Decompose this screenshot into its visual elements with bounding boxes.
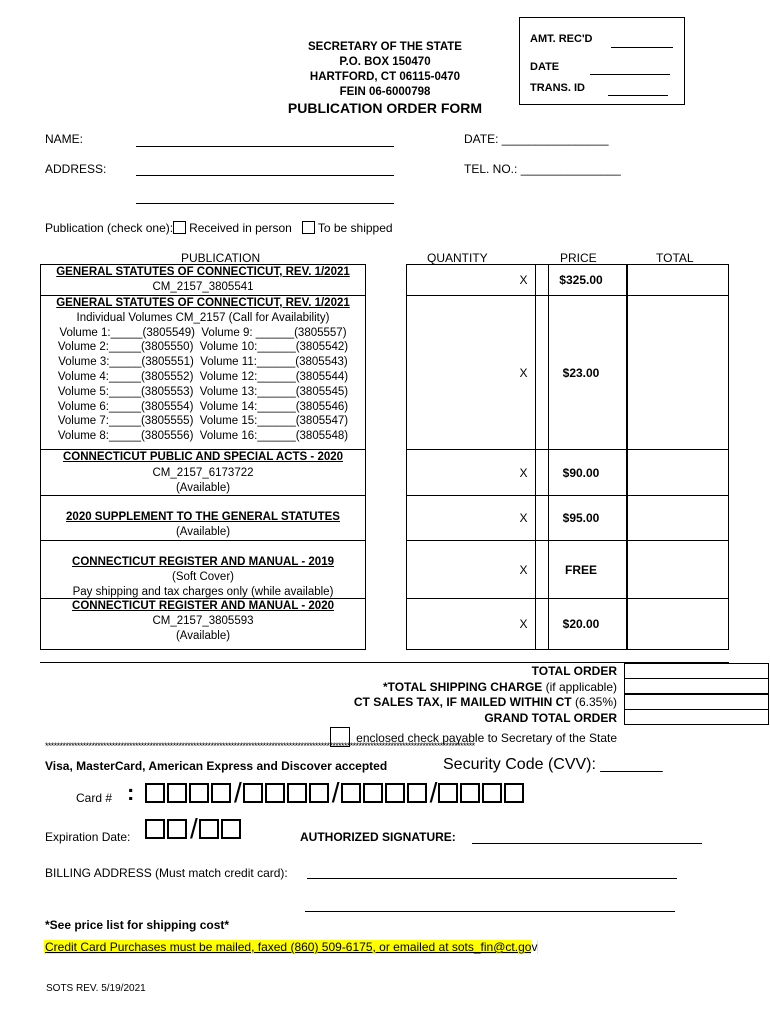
volume-right: Volume 16:______(3805548) bbox=[199, 430, 349, 443]
times-mark: X bbox=[519, 365, 528, 380]
times-mark: X bbox=[519, 465, 528, 480]
cards-accepted: Visa, MasterCard, American Express and Discover accepted bbox=[45, 759, 388, 773]
item-price: $325.00 bbox=[535, 264, 627, 296]
times-mark: X bbox=[519, 562, 528, 577]
item-cover: (Soft Cover) bbox=[172, 570, 234, 583]
table-row bbox=[40, 598, 366, 650]
volume-left: Volume 4:_____(3805552) bbox=[57, 370, 194, 383]
volume-left: Volume 2:_____(3805550) bbox=[57, 341, 194, 354]
date-label: DATE: bbox=[464, 132, 502, 146]
date-blank: ________________ bbox=[501, 132, 609, 146]
item-title: 2020 SUPPLEMENT TO THE GENERAL STATUTES bbox=[66, 511, 340, 523]
signature-field[interactable] bbox=[472, 843, 702, 844]
item-total-field[interactable] bbox=[627, 264, 729, 296]
header-block bbox=[270, 40, 500, 116]
item-price: $20.00 bbox=[535, 598, 627, 650]
col-total: TOTAL bbox=[656, 251, 694, 265]
volume-left: Volume 7:_____(3805555) bbox=[57, 415, 194, 428]
shipping-cost-note: *See price list for shipping cost* bbox=[45, 918, 230, 932]
tel-blank: _______________ bbox=[520, 162, 621, 176]
item-price: $90.00 bbox=[535, 449, 627, 496]
item-availability: (Available) bbox=[175, 525, 231, 538]
billing-address-line2[interactable] bbox=[305, 911, 675, 912]
volume-left: Volume 6:_____(3805554) bbox=[57, 400, 194, 413]
sales-tax-field[interactable] bbox=[624, 694, 769, 710]
form-title: PUBLICATION ORDER FORM bbox=[287, 100, 483, 116]
fein: FEIN 06-6000798 bbox=[339, 86, 431, 98]
table-row bbox=[40, 449, 366, 496]
trans-id-label: TRANS. ID bbox=[530, 82, 585, 94]
item-availability: (Available) bbox=[175, 481, 231, 494]
credit-card-instructions-tail: v bbox=[531, 940, 538, 954]
times-mark: X bbox=[519, 617, 528, 631]
volume-right: Volume 14:______(3805546) bbox=[199, 400, 349, 413]
card-number-boxes[interactable]: / / / bbox=[145, 781, 526, 805]
billing-address-line1[interactable] bbox=[307, 878, 677, 879]
received-in-person-checkbox[interactable] bbox=[173, 221, 186, 234]
tel-label: TEL. NO.: bbox=[464, 162, 521, 176]
signature-label: AUTHORIZED SIGNATURE: bbox=[300, 830, 456, 844]
separator-stars: **************************************************************************************************************************************************** bbox=[45, 741, 475, 751]
volume-right: Volume 9: ______(3805557) bbox=[201, 326, 347, 339]
cvv-field[interactable]: Security Code (CVV): _______ bbox=[443, 756, 663, 773]
office-date-label: DATE bbox=[530, 61, 560, 73]
card-number-colon: : bbox=[127, 780, 135, 805]
credit-card-instructions-text: Credit Card Purchases must be mailed, faxed (860) 509-6175, or emailed at sots_fin@ct.go bbox=[45, 940, 532, 954]
volume-left: Volume 1:_____(3805549) bbox=[59, 326, 195, 339]
name-field[interactable] bbox=[136, 146, 394, 147]
shipping-charge-bold: *TOTAL SHIPPING CHARGE bbox=[382, 680, 543, 694]
publication-choice-label: Publication (check one): bbox=[45, 221, 174, 235]
card-number-label: Card # bbox=[76, 791, 113, 805]
office-date-line bbox=[590, 74, 670, 75]
received-in-person-label: Received in person bbox=[189, 221, 292, 235]
volume-right: Volume 11:______(3805543) bbox=[200, 356, 348, 369]
volume-left: Volume 5:_____(3805553) bbox=[57, 385, 194, 398]
office-name: SECRETARY OF THE STATE bbox=[308, 41, 462, 53]
item-price: FREE bbox=[535, 540, 627, 599]
city-state-zip: HARTFORD, CT 06115-0470 bbox=[309, 71, 461, 83]
revision-note: SOTS REV. 5/19/2021 bbox=[46, 983, 146, 994]
item-total-field[interactable] bbox=[627, 495, 729, 541]
item-total-field[interactable] bbox=[627, 598, 729, 650]
table-row bbox=[40, 295, 366, 450]
table-row bbox=[40, 540, 366, 599]
volume-right: Volume 15:______(3805547) bbox=[199, 415, 349, 428]
publication-choice bbox=[45, 221, 393, 235]
volume-right: Volume 13:______(3805545) bbox=[199, 385, 349, 398]
billing-address-label: BILLING ADDRESS (Must match credit card): bbox=[45, 866, 288, 880]
col-publication: PUBLICATION bbox=[181, 251, 261, 265]
item-code: CM_2157_3805541 bbox=[152, 280, 254, 293]
grand-total-field[interactable] bbox=[624, 709, 769, 725]
total-order-label: TOTAL ORDER bbox=[531, 664, 617, 678]
sales-tax-label bbox=[354, 695, 617, 709]
col-quantity: QUANTITY bbox=[427, 251, 488, 265]
expiration-label: Expiration Date: bbox=[45, 830, 131, 844]
amt-recd-line bbox=[611, 47, 673, 48]
date-field[interactable] bbox=[464, 132, 609, 146]
address-field-line1[interactable] bbox=[136, 175, 394, 176]
check-payable-label: enclosed check payable to Secretary of the State bbox=[356, 731, 617, 745]
grand-total-label: GRAND TOTAL ORDER bbox=[484, 711, 617, 725]
office-use-box bbox=[519, 17, 685, 105]
sales-tax-bold: CT SALES TAX, IF MAILED WITHIN CT bbox=[353, 695, 572, 709]
tel-field[interactable] bbox=[464, 162, 621, 176]
item-title: GENERAL STATUTES OF CONNECTICUT, REV. 1/2021 bbox=[56, 297, 350, 309]
item-total-field[interactable] bbox=[627, 540, 729, 599]
name-label: NAME: bbox=[45, 132, 84, 146]
address-label: ADDRESS: bbox=[45, 162, 107, 176]
times-mark: X bbox=[519, 273, 528, 287]
shipping-charge-label bbox=[383, 680, 617, 694]
expiration-boxes[interactable]: / bbox=[145, 817, 243, 841]
address-field-line2[interactable] bbox=[136, 203, 394, 204]
to-be-shipped-checkbox[interactable] bbox=[302, 221, 315, 234]
col-price: PRICE bbox=[560, 251, 597, 265]
table-row bbox=[40, 264, 366, 296]
item-code: CM_2157_6173722 bbox=[152, 466, 254, 479]
trans-id-line bbox=[608, 95, 668, 96]
item-price: $95.00 bbox=[535, 495, 627, 541]
item-availability: (Available) bbox=[175, 629, 231, 642]
sales-tax-rate: (6.35%) bbox=[571, 695, 617, 709]
shipping-charge-note: (if applicable) bbox=[542, 680, 617, 694]
times-mark: X bbox=[519, 511, 528, 525]
volume-left: Volume 3:_____(3805551) bbox=[58, 356, 194, 369]
shipping-charge-field[interactable] bbox=[624, 678, 769, 694]
item-total-field[interactable] bbox=[627, 295, 729, 450]
total-order-field[interactable] bbox=[624, 663, 769, 679]
item-title: CONNECTICUT REGISTER AND MANUAL - 2020 bbox=[72, 600, 334, 612]
credit-card-instructions bbox=[44, 940, 538, 954]
volume-right: Volume 10:______(3805542) bbox=[199, 341, 349, 354]
item-total-field[interactable] bbox=[627, 449, 729, 496]
amt-recd-label: AMT. REC'D bbox=[530, 33, 593, 45]
po-box: P.O. BOX 150470 bbox=[339, 56, 431, 68]
item-title: GENERAL STATUTES OF CONNECTICUT, REV. 1/2021 bbox=[56, 266, 350, 278]
item-price: $23.00 bbox=[535, 295, 627, 450]
item-note: Pay shipping and tax charges only (while available) bbox=[72, 585, 334, 598]
volume-right: Volume 12:______(3805544) bbox=[199, 370, 349, 383]
to-be-shipped-label: To be shipped bbox=[317, 221, 393, 235]
item-title: CONNECTICUT PUBLIC AND SPECIAL ACTS - 2020 bbox=[62, 451, 344, 463]
item-title: CONNECTICUT REGISTER AND MANUAL - 2019 bbox=[72, 556, 334, 568]
volume-left: Volume 8:_____(3805556) bbox=[57, 430, 194, 443]
item-subtitle: Individual Volumes CM_2157 (Call for Availability) bbox=[76, 311, 330, 324]
publication-table bbox=[40, 264, 729, 650]
table-row bbox=[40, 495, 366, 541]
item-code: CM_2157_3805593 bbox=[152, 614, 254, 627]
